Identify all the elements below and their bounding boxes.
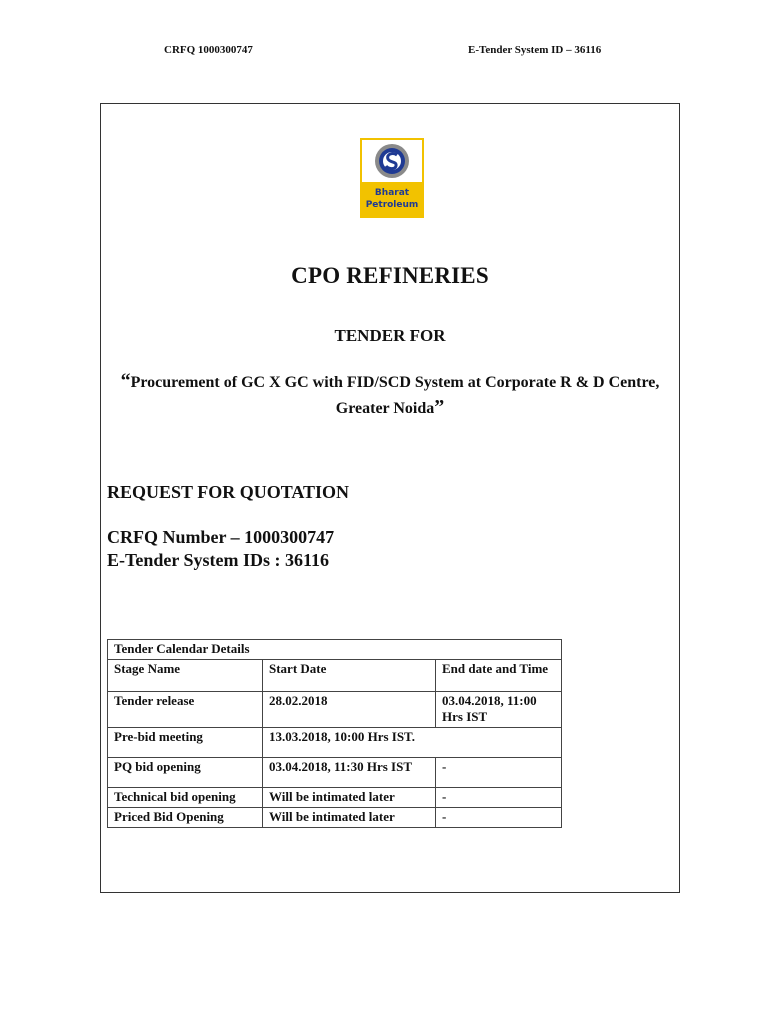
start-cell: 28.02.2018: [263, 692, 436, 728]
description-line1: Procurement of GC X GC with FID/SCD System at Corporate R & D Centre,: [130, 374, 660, 391]
table-row: [108, 808, 562, 828]
header-crfq: CRFQ 1000300747: [164, 44, 253, 56]
table-row: [108, 692, 562, 728]
logo-text-line1: Bharat: [374, 188, 410, 198]
column-header-start: Start Date: [263, 660, 436, 692]
open-quote: “: [120, 370, 131, 392]
start-cell: Will be intimated later: [263, 788, 436, 808]
tender-description: [101, 369, 679, 421]
logo-text-line2: Petroleum: [365, 200, 419, 210]
table-row: [108, 728, 562, 758]
end-cell: -: [436, 788, 562, 808]
table-row: [108, 758, 562, 788]
tender-for-heading: TENDER FOR: [334, 326, 446, 345]
document-title: CPO REFINERIES: [291, 263, 489, 288]
column-header-end: End date and Time: [436, 660, 562, 692]
header-etender-id: E-Tender System ID – 36116: [468, 44, 602, 56]
stage-cell: Technical bid opening: [108, 788, 263, 808]
start-cell: Will be intimated later: [263, 808, 436, 828]
stage-cell: Tender release: [108, 692, 263, 728]
stage-cell: Pre-bid meeting: [108, 728, 263, 758]
description-line2: Greater Noida: [335, 400, 435, 417]
end-cell: 03.04.2018, 11:00 Hrs IST: [436, 692, 562, 728]
start-cell: 13.03.2018, 10:00 Hrs IST.: [263, 728, 562, 758]
crfq-number: CRFQ Number – 1000300747: [107, 527, 335, 547]
request-for-quotation: REQUEST FOR QUOTATION: [107, 482, 350, 502]
crfq-block: [107, 526, 334, 572]
end-cell: -: [436, 808, 562, 828]
column-header-stage: Stage Name: [108, 660, 263, 692]
stage-cell: PQ bid opening: [108, 758, 263, 788]
close-quote: ”: [434, 396, 445, 418]
etender-system-ids: E-Tender System IDs : 36116: [107, 550, 330, 570]
document-frame: [100, 103, 680, 893]
calendar-heading: Tender Calendar Details: [108, 640, 562, 660]
table-row: [108, 788, 562, 808]
tender-calendar-table: [107, 639, 562, 828]
end-cell: -: [436, 758, 562, 788]
start-cell: 03.04.2018, 11:30 Hrs IST: [263, 758, 436, 788]
stage-cell: Priced Bid Opening: [108, 808, 263, 828]
bharat-petroleum-logo: [360, 138, 424, 218]
